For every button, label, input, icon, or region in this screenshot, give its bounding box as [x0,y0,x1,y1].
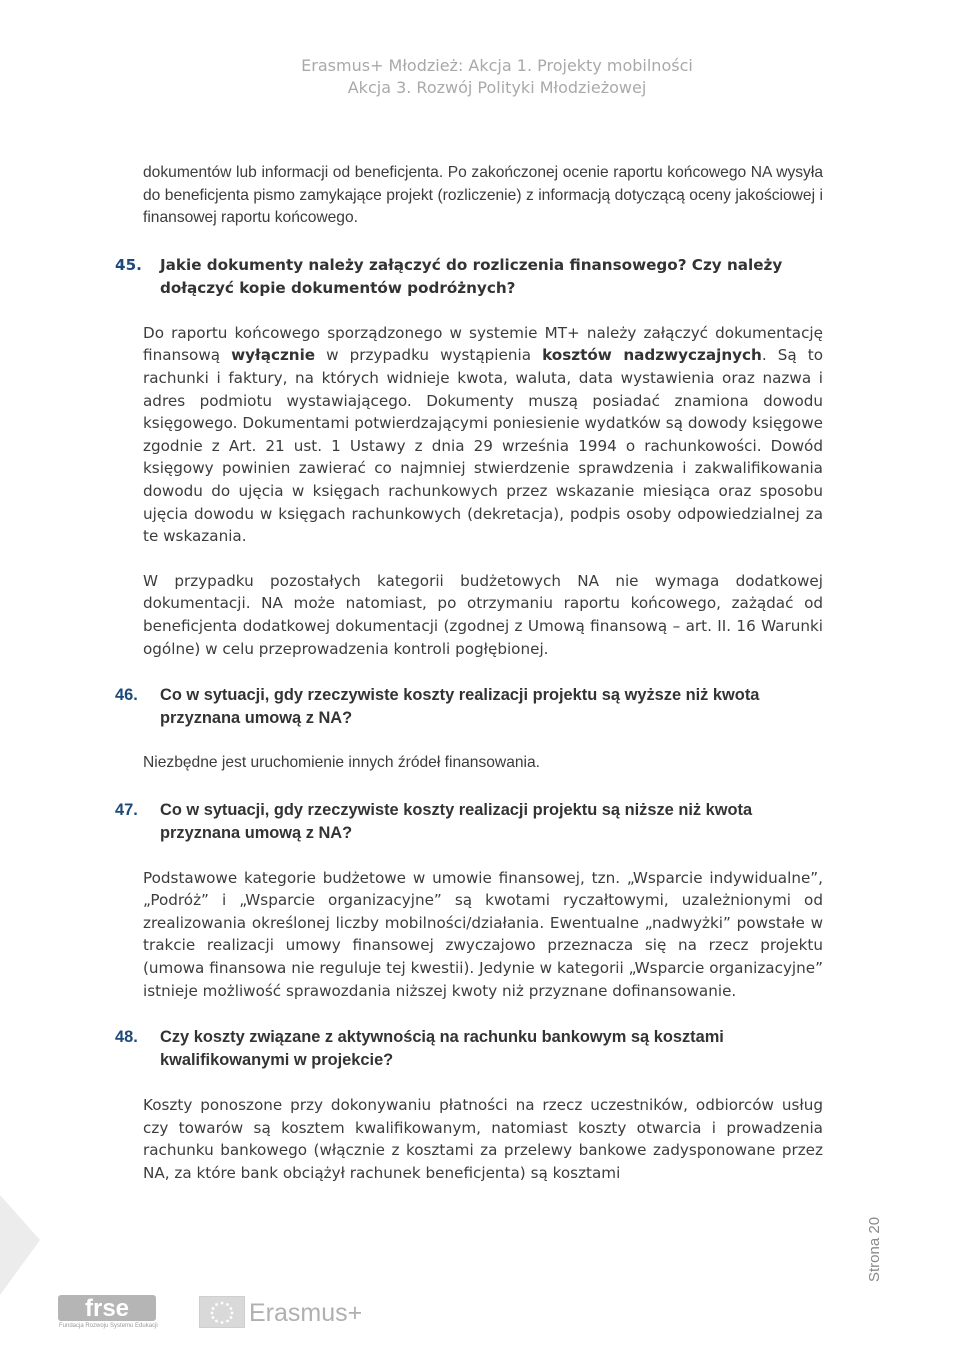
question-number: 48. [115,1028,138,1047]
corner-decoration [0,1195,60,1295]
question-title: Co w sytuacji, gdy rzeczywiste koszty realizacji projektu są niższe niż kwota przyznana umową z NA? [160,800,753,842]
header-line-1: Erasmus+ Młodzież: Akcja 1. Projekty mobilności [301,56,693,75]
emphasis-text: kosztów nadzwyczajnych [542,346,762,365]
intro-paragraph: dokumentów lub informacji od beneficjenta. Po zakończonej ocenie raportu końcowego NA wysyła do beneficjenta pismo zamykające projekt (rozliczenie) z informacją dotyczącą oceny jakościowej i finansowej raportu końcowego. [143,164,823,227]
page-number-text: Strona 20 [866,1216,883,1282]
question-number: 47. [115,800,138,819]
frse-logo [58,1293,158,1323]
question-number: 46. [115,686,138,705]
page-content [115,162,824,1185]
answer-46: Niezbędne jest uruchomienie innych źródeł finansowania. [143,754,541,772]
frse-full-name: Fundacja Rozwoju Systemu Edukacji [59,1323,158,1329]
answer-45-paragraph-2: W przypadku pozostałych kategorii budżetowych NA nie wymaga dodatkowej dokumentacji. NA może natomiast, po otrzymaniu raportu końcowego, zażądać od beneficjenta dodatkowej dokumentacji (zgodnej z Umową finansową – art. II. 16 Warunki ogólne) w celu przeprowadzenia kontroli pogłębionej. [143,571,823,658]
question-title: Czy koszty związane z aktywnością na rachunku bankowym są kosztami kwalifikowanymi w projekcie? [160,1028,724,1070]
document-header [0,55,960,99]
erasmus-plus-logo: Erasmus+ [249,1299,363,1327]
question-47 [115,799,823,845]
answer-text: w przypadku wystąpienia [315,346,543,365]
eu-flag-icon [199,1296,245,1328]
frse-logo-text: frse [84,1295,130,1322]
emphasis-text: wyłącznie [231,346,316,365]
header-line-2: Akcja 3. Rozwój Polityki Młodzieżowej [347,78,647,97]
page-number-label [866,1194,888,1284]
question-title: Co w sytuacji, gdy rzeczywiste koszty realizacji projektu są wyższe niż kwota przyznana umową z NA? [160,686,760,728]
answer-text: . Są to rachunki i faktury, na których widnieje kwota, waluta, data wystawienia oraz nazwa i adres podmiotu wystawiającego. Dokumenty muszą posiadać znamiona dowodu księgowego. Dokumentami potwierdzającymi poniesienie wydatków są dowody księgowe zgodnie z Art. 21 ust. 1 Ustawy z dnia 29 września 1994 o rachunkowości. Dowód księgowy powinien zawierać co najmniej stwierdzenie sprawdzenia i zakwalifikowania dowodu do ujęcia w księgach rachunkowych przez wskazanie miesiąca oraz sposobu ujęcia dowodu w księgach rachunkowych (dekretacja), podpis osoby odpowiedzialnej za te wskazania. [143,346,824,546]
question-45 [115,254,823,300]
question-number: 45. [115,255,142,274]
answer-45-paragraph-1 [143,322,823,548]
answer-47: Podstawowe kategorie budżetowe w umowie finansowej, tzn. „Wsparcie indywidualne”, „Podróż” i „Wsparcie organizacyjne” są kwotami ryczałtowymi, uzależnionymi od zrealizowania określonej liczby mobilności/działania. Ewentualne „nadwyżki” powstałe w trakcie realizacji umowy finansowej zwyczajowo przeznacza się na rzecz projektu (umowa finansowa nie reguluje tej kwestii). Jedynie w kategorii „Wsparcie organizacyjne” istnieje możliwość sprawozdania niższej kwoty niż przyznane dofinansowanie. [143,868,823,1000]
answer-48: Koszty ponoszone przy dokonywaniu płatności na rzecz uczestników, odbiorców usług czy towarów są kosztem kwalifikowanym, natomiast koszty otwarcia i prowadzenia rachunku bankowego (włącznie z kosztami za przelewy bankowe zadysponowane przez NA, za które bank obciążył rachunek beneficjenta) są kosztami [143,1096,823,1183]
question-title: Jakie dokumenty należy załączyć do rozliczenia finansowego? Czy należy dołączyć kopie dokumentów podróżnych? [160,255,783,297]
answer-text: Do raportu końcowego sporządzonego w systemie MT+ należy załączyć dokumentację finansową [143,323,823,365]
question-48 [115,1026,823,1072]
question-46 [115,684,823,730]
